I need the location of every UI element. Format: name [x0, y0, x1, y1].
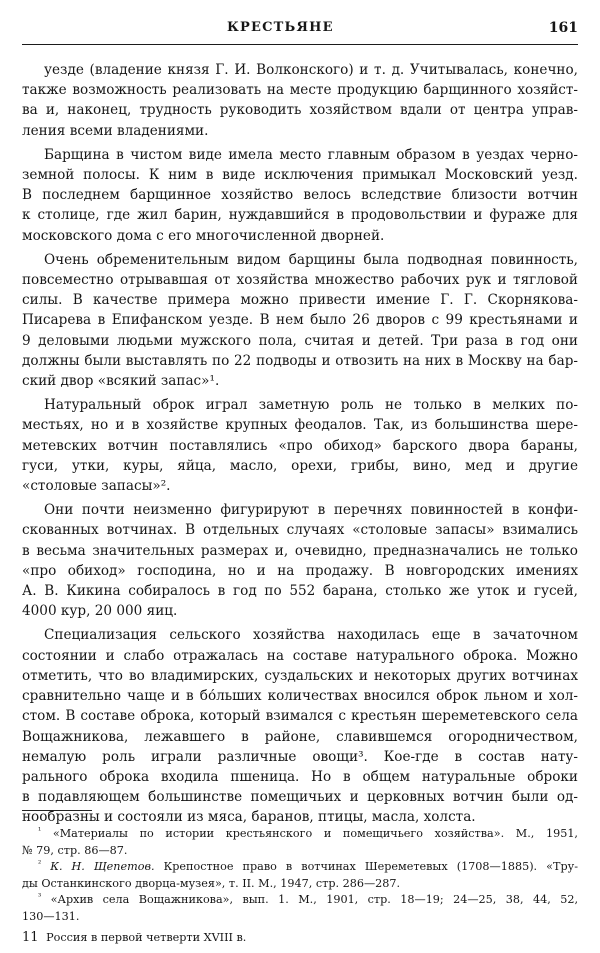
text-line: В последнем барщинное хозяйство велось вследствие близости вотчин — [22, 187, 578, 204]
text-line: 4000 кур, 20 000 яиц. — [22, 603, 178, 620]
text-line: Натуральный оброк играл заметную роль не только в мелких по- — [44, 397, 578, 414]
text-line: немалую роль играли различные овощи³. Кое-где в состав нату- — [22, 748, 578, 765]
page-number: 161 — [548, 20, 578, 36]
text-line: Вощажникова, лежавшего в районе, славившемся огородничеством, — [22, 728, 578, 745]
paragraph — [22, 145, 578, 246]
text-line: рального оброка входила пшеница. Но в общем натуральные оброки — [22, 768, 578, 785]
text-line: в весьма значительных размерах и, очевидно, предназначались не только — [22, 542, 578, 559]
text-line: отметить, что во владимирских, суздальских и некоторых других вотчинах — [22, 667, 578, 684]
footnote-text: № 79, стр. 86—87. — [22, 843, 128, 857]
footnote-marker: ² — [38, 859, 42, 869]
paragraph — [22, 500, 578, 621]
text-line: уезде (владение князя Г. И. Волконского) и т. д. Учитывалась, конечно, — [44, 62, 578, 78]
text-line: стом. В составе оброка, который взимался с крестьян шереметевского села — [22, 708, 578, 725]
text-line: 9 деловыми людьми мужского пола, считая и детей. Три раза в год они — [22, 332, 578, 349]
running-header — [22, 14, 578, 45]
printer-signature — [22, 930, 246, 945]
text-line: земной полосы. К ним в виде исключения примыкал Московский уезд. — [22, 167, 578, 184]
footnote-author: К. Н. Щепетов. — [50, 860, 155, 874]
text-line: Очень обременительным видом барщины была подводная повинность, — [44, 251, 578, 268]
paragraph — [22, 250, 578, 391]
text-line: Они почти неизменно фигурируют в перечнях повинностей в конфи- — [44, 502, 578, 519]
text-line: также возможность реализовать на месте продукцию барщинного хозяйст- — [22, 82, 578, 99]
sheet-number: 11 — [22, 930, 39, 945]
footnote-text: «Материалы по истории крестьянского и помещичьего хозяйства». М., 1951, — [52, 827, 578, 840]
footnote-marker: ³ — [38, 892, 42, 902]
text-line: сравнительно чаще и в бо́льших количествах вносился оброк льном и хол- — [22, 688, 578, 705]
text-line: «столовые запасы»². — [22, 478, 171, 495]
text-line: скованных вотчинах. В отдельных случаях «столовые запасы» взимались — [22, 522, 578, 539]
text-line: гуси, утки, куры, яйца, масло, орехи, грибы, вино, мед и другие — [22, 457, 578, 474]
text-line: в подавляющем большинстве помещичьих и церковных вотчин были од- — [22, 789, 578, 806]
signature-text: Россия в первой четверти XVIII в. — [46, 931, 247, 944]
text-line: ский двор «всякий запас»¹. — [22, 373, 220, 390]
text-line: силы. В качестве примера можно привести имение Г. Г. Скорнякова- — [22, 292, 578, 309]
text-line: нообразны и состояли из мяса, баранов, птицы, масла, холста. — [22, 809, 476, 826]
text-line: Писарева в Епифанском уезде. В нем было 26 дворов с 99 крестьянами и — [22, 312, 578, 329]
text-line: местьях, но и в хозяйстве крупных феодалов. Так, из большинства шере- — [22, 417, 578, 434]
text-line: московского дома с его многочисленной дворней. — [22, 227, 385, 244]
text-line: метевских вотчин поставлялись «про обиход» барского двора бараны, — [22, 437, 578, 454]
footnote — [22, 892, 578, 925]
footnote-text: ды Останкинского дворца-музея», т. II. М., 1947, стр. 286—287. — [22, 876, 401, 890]
paragraph — [22, 60, 578, 141]
text-line: А. В. Кикина собиралось в год по 552 барана, столько же уток и гусей, — [22, 583, 578, 600]
text-line: ления всеми владениями. — [22, 122, 209, 139]
text-line: должны были выставлять по 22 подводы и отвозить на них в Москву на бар- — [22, 352, 578, 369]
footnotes — [22, 826, 578, 926]
footnote-text: 130—131. — [22, 909, 80, 923]
text-line: Специализация сельского хозяйства находилась еще в зачаточном — [44, 627, 578, 644]
running-title: КРЕСТЬЯНЕ — [227, 20, 334, 35]
text-line: повсеместно отрывавшая от хозяйства множество рабочих рук и тягловой — [22, 272, 578, 289]
footnote-text: Крепостное право в вотчинах Шереметевых (1708—1885). «Тру- — [154, 860, 578, 874]
text-line: «про обиход» господина, но и на продажу. В новгородских имениях — [22, 562, 578, 579]
footnote — [22, 826, 578, 859]
text-line: ва и, наконец, трудность руководить хозяйством вдали от центра управ- — [22, 102, 578, 119]
paragraph — [22, 395, 578, 496]
text-line: состоянии и слабо отражалась на составе натурального оброка. Можно — [22, 647, 578, 664]
footnote-marker: ¹ — [38, 826, 42, 835]
footnote-text: «Архив села Вощажникова», вып. 1. М., 1901, стр. 18—19; 24—25, 38, 44, 52, — [50, 893, 578, 907]
text-line: Барщина в чистом виде имела место главным образом в уездах черно- — [44, 146, 578, 163]
footnote-divider — [22, 810, 92, 811]
text-line: к столице, где жил барин, нуждавшийся в продовольствии и фураже для — [22, 207, 578, 224]
paragraph — [22, 625, 578, 827]
main-text — [22, 60, 578, 832]
footnote — [22, 859, 578, 892]
